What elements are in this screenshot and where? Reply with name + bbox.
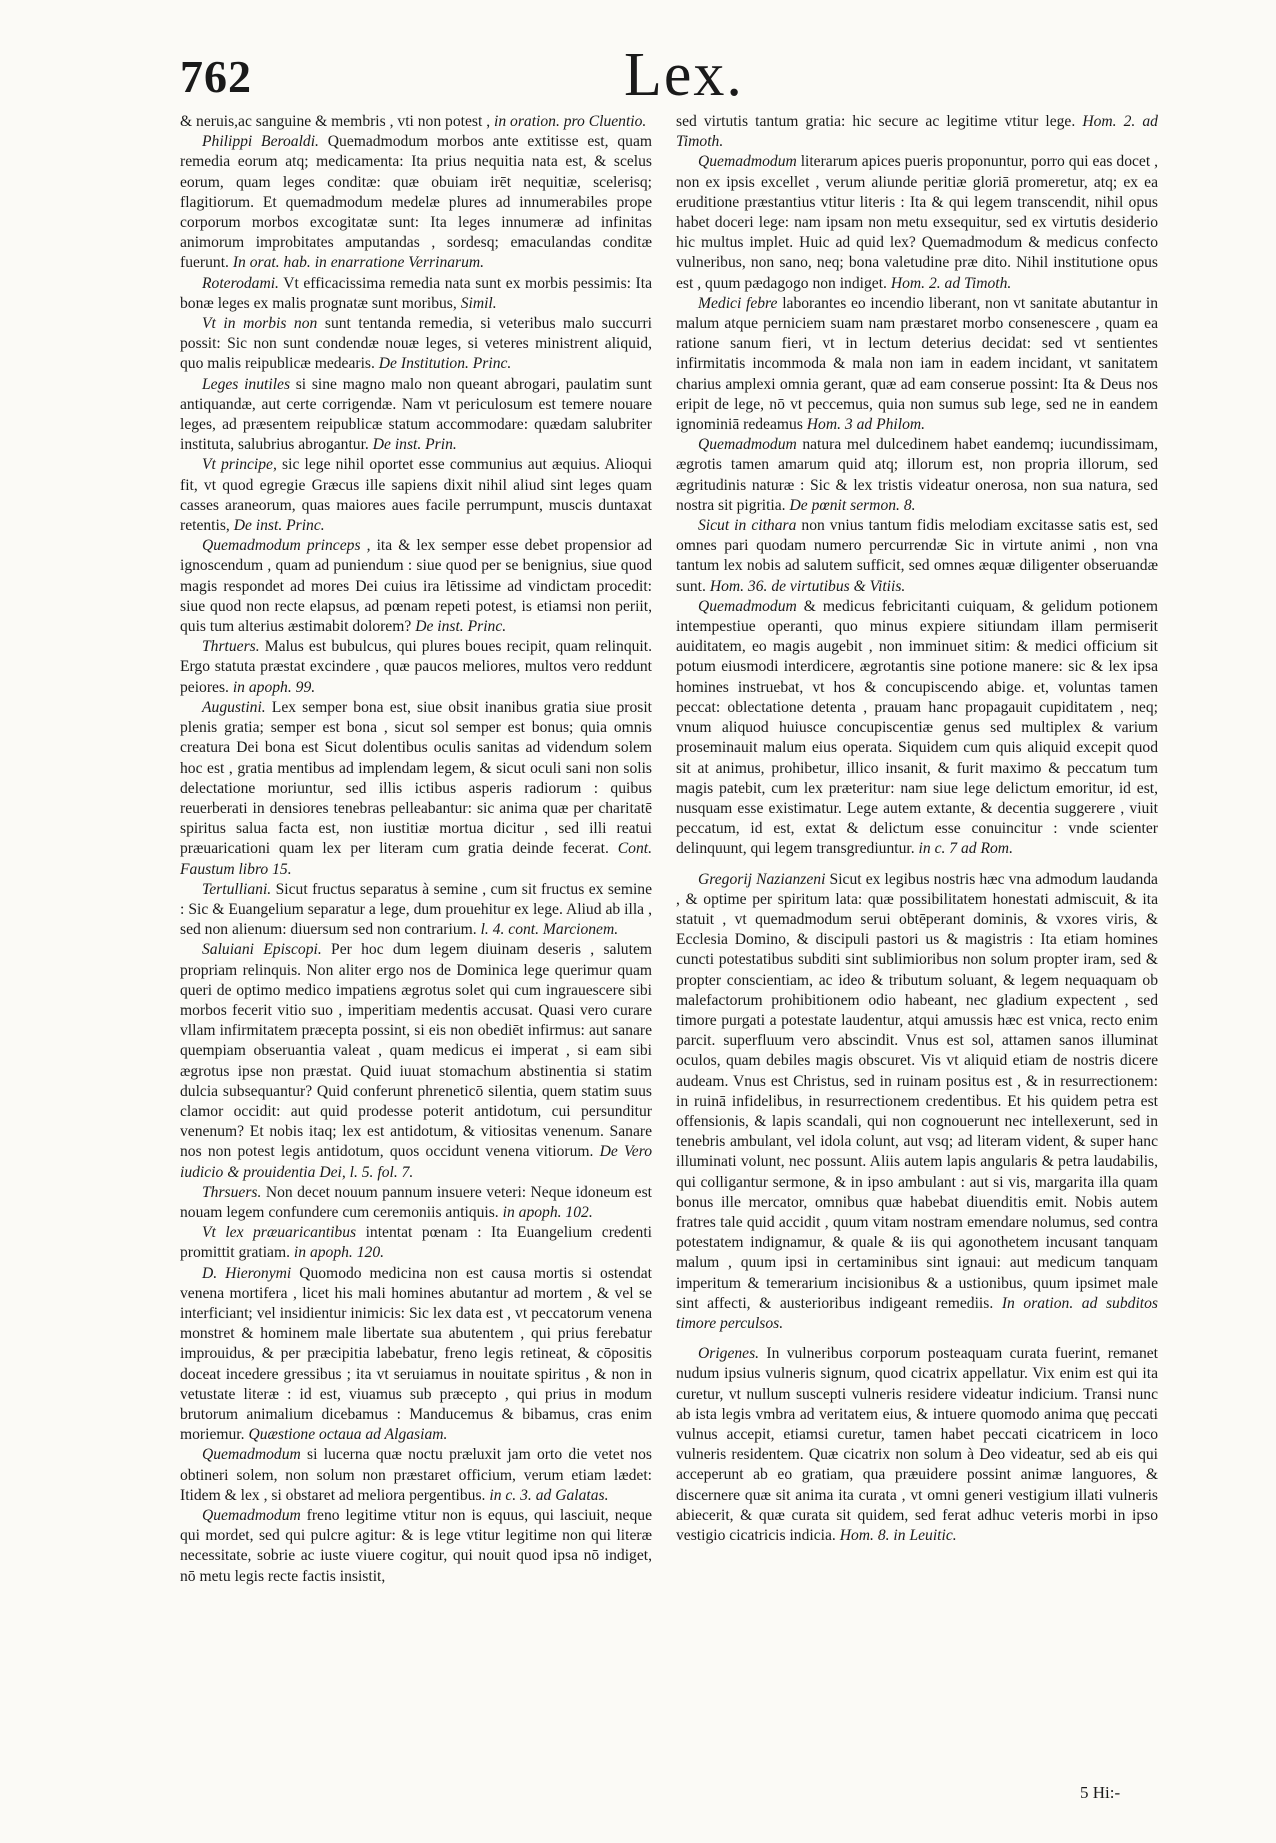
entry xyxy=(180,1264,652,1446)
entry-text: Per hoc dum legem diuinam deseris , salutem propriam relinquis. Non aliter ergo nos de Dominica lege querimur quam queri de optimo medico impatiens ægrotus solet qui cum ingrauescere sibi morbos fecerit vitio suo , imperitiam medentis accusat. Quasi vero curare vllam infirmitatem præcepta possint, si eis non obediēt infirmus: aut sanare quempiam obseruantia valeat , quam medicus ei imperat , si eam sibi ægrotus ipse non præstat. Quid iuuat stomachum abstinentia si statim dulcia subsequantur? Quid conferunt phreneticō silentia, quem statim suus clamor occidit: aut quid prodesse poterit antidotum, cui persunditur venenum? Et nobis itaq; lex est antidotum, & vitiositas venenum. Sanare nos non potest legis antidotum, quos occidunt venena vitiorum. xyxy=(180,941,652,1161)
entry-label: Quemadmodum xyxy=(698,597,797,615)
entry-label: Quemadmodum xyxy=(698,436,797,454)
entry xyxy=(676,152,1158,293)
entry xyxy=(180,274,652,314)
entry-text: Sicut ex legibus nostris hæc vna admodum laudanda , & optime per spiritum lata: quæ possibilitatem honestati admiscuit, & ita statuit , vt quemadmodum serui obtēperant dominis, & vxores viris, & Ecclesia Domino, & discipuli pastori us & magistris : Ita etiam homines cuncti potestatibus subditi sint sublimioribus non solum propter iram, sed & propter conscientiam, ac ideo & tributum soluant, & legem nequaquam ob malefactorum prohibitionem odio habeant, nec gladium expectent , sed timore purgati a potestate laudentur, atqui amussis hæc est vnica, recto enim parcit. superfluum vero abscindit. Vnus est sol, attamen sanos illuminat oculos, quam debiles magis obscuret. Vis vt aliquid etiam de nostris dicere audeam. Vnus est Christus, sed in ruinam positus est , & in resurrectionem: in ruinā infidelibus, in resurrectionem credentibus. Et his quidem petra est offensionis, & lapis scandali, qui non cognouerunt nec intellexerunt, sed in tenebris ambulant, vel idola colunt, aut vsq; ad literam vident, & super hanc illuminati volunt, nec possunt. Aliis autem lapis angularis & petra laudabilis, qui colligantur sermone, & in ipso ambulant : aut si vis, margarita illa quam bonus ille mercator, omnibus quæ habebat diuenditis emit. Nobis autem fratres tale quid accidit , quum vitam nostram emendare nolumus, sed contra potestatem indignamur, & quale & iis qui agonothetem incusant tanquam malum , quum ipsi in certaminibus sint ignaui: aut medicum tanquam imperitum & temerarium incisionibus & a ustionibus, quum ipsimet male sint affecti, & austerioribus indigeant remediis. xyxy=(676,870,1158,1312)
entry-text: & neruis,ac sanguine & membris , vti non potest , xyxy=(180,113,491,130)
entry-text: ita & lex semper esse debet propensior ad ignoscendum , quam ad puniendum : siue quod per se benignius, siue quod magis respondet ad mores Dei cuius ira lētissime ad vindictam procedit: siue quod non recte elapsus, ad pœnam repeti potest, is etiamsi non periit, quis tum alterius æstimabit dolorem? xyxy=(180,537,652,636)
entry-text: Malus est bubulcus, qui plures boues recipit, quam relinquit. Ergo statuta præstat excindere , quæ paucos meliores, multos vero reddunt peiores. xyxy=(180,638,652,696)
entry-source: In orat. hab. in enarratione Verrinarum. xyxy=(232,254,485,272)
running-head: Lex. xyxy=(624,41,744,109)
entry-label: Quemadmodum princeps , xyxy=(202,537,371,555)
entry xyxy=(180,1223,652,1263)
entry-text: freno legitime vtitur non is equus, qui lasciuit, neque qui mordet, sed qui pulcre agitur: & is lege vtitur legitime non qui literæ necessitate, sobrie ac iuste viuere cogitur, qui nouit quod ipsa nō indiget, nō metu legis recte factis insistit, xyxy=(180,1507,652,1585)
entry-text: laborantes eo incendio liberant, non vt sanitate abutantur in malum atque perniciem suam nam præstaret morbo consenescere , quam ea ratione sanum fieri, vt in lectum deterius decidat: sed vt sentientes infirmitatis incommoda & mala non iam in eadem incidant, vt sanitatem charius amplexi omnia gerant, quæ ad eam conserue possint: Ita & Deus nos eripit de lege, nō vt peccemus, quia non sumus sub lege, sed ne in eandem ignominiā redeamus xyxy=(676,294,1159,434)
entry-source: Cont. Faustum libro 15. xyxy=(180,840,652,878)
entry-text: si sine magno malo non queant abrogari, paulatim sunt antiquandæ, aut certe corrigendæ. Nam vt periculosum est temere nouare leges, ad præsentem reipublicæ statum accommodare: quædam salubriter instituta, salubrius abrogantur. xyxy=(180,375,652,454)
entry-label: Vt principe, xyxy=(202,456,277,474)
entry-text: si lucerna quæ noctu præluxit jam orto die vetet nos obtineri solem, non solum non præstaret officium, verum etiam lædet: Itidem & lex , si obstaret ad meliora pergentibus. xyxy=(180,1446,652,1504)
entry xyxy=(180,637,652,698)
entry-label: Origenes. xyxy=(698,1345,760,1363)
entry-text: sed virtutis tantum gratia: hic secure ac legitime vtitur lege. xyxy=(676,113,1076,130)
entry-label: Quemadmodum xyxy=(202,1507,301,1525)
entry xyxy=(180,455,652,536)
entry-text: natura mel dulcedinem habet eandemq; iucundissimam, ægrotis tamen amarum quid atq; illorum est, non propria illorum, sed ægritudinis naturæ : Sic & lex tristis videatur onerosa, non sua natura, sed nostra sit pigritia. xyxy=(676,436,1158,514)
entry-text: Vt efficacissima remedia nata sunt ex morbis pessimis: Ita bonæ leges ex malis prognatæ sunt moribus, xyxy=(180,274,652,312)
entry-label: Vt in morbis non xyxy=(202,315,318,333)
entry-label: Vt lex præuaricantibus xyxy=(202,1224,357,1242)
entry-source: in apoph. 102. xyxy=(502,1203,593,1221)
entry-label: Augustini. xyxy=(202,698,266,716)
entry-text: In vulneribus corporum posteaquam curata fuerint, remanet nudum ipsius vulneris signum, quod cicatrix appellatur. Vix enim est qui ita curetur, vt nullum suscepti vulneris residere videatur indicium. Transi nunc ab ista legis vmbra ad veritatem eius, & intuere quomodo anima quę peccati vulnus accepit, etiamsi curetur, tamen habet peccati cicatricem in loco vulneris residentem. Quæ cicatrix non solum à Deo videatur, sed ab eis qui acceperunt ab eo gratiam, qua præuidere possint animæ languores, & discernere quæ sit anima ita curata , vt omni generi vestigium illati vulneris abiecerit, & quæ curata sit quidem, sed ferat adhuc veteris morbi in ipso vestigio cicatricis indicia. xyxy=(676,1345,1158,1545)
entry-source: in c. 7 ad Rom. xyxy=(918,840,1013,858)
entry xyxy=(180,536,652,637)
entry-text: Lex semper bona est, siue obsit inanibus gratia siue prosit plenis gratia; semper est bona , sicut sol semper est bonus; quia omnis creatura Dei bona est Sicut dolentibus oculis sanitas ad videndum solem hoc est , gratia mentibus ad implendam legem, & sicut oculi sani non solis delectatione moriuntur, sed illis ictibus asperis radiorum : quibus reuerberati in densiores tenebras pelleabantur: sic anima quæ per charitatē spiritus salua facta est, non iustitiæ mortua dicitur , sed illi reatui præuaricationi quam lex per literam cum gratia deinde fecerat. xyxy=(180,698,652,858)
entry-source: De Vero iudicio & prouidentia Dei, l. 5. fol. 7. xyxy=(180,1143,652,1181)
entry xyxy=(180,1506,652,1587)
entry xyxy=(180,880,652,941)
catchword: 5 Hi:- xyxy=(1080,1783,1121,1802)
entry xyxy=(180,132,652,273)
entry xyxy=(180,112,652,132)
entry-source: De pœnit sermon. 8. xyxy=(789,496,916,514)
entry xyxy=(180,698,652,880)
entry-source: De inst. Princ. xyxy=(233,517,325,535)
entry xyxy=(180,1183,652,1223)
entry-source: in oration. pro Cluentio. xyxy=(494,113,647,130)
right-column xyxy=(676,112,1158,1546)
entry-source: Hom. 36. de virtutibus & Vitiis. xyxy=(709,577,906,595)
entry-text: Quemadmodum morbos ante extitisse est, quam remedia eorum atq; medicamenta: Ita prius nequitia nata est, & scelus eorum, quam leges conditæ: quæ obuiam irēt nequitiæ, scelerisq; flagitiorum. Et quemadmodum medelæ plures ad innumerabiles prope corporum morbos excogitatæ sunt: Ita leges innumeræ ad infinitas animorum improbitates amputandas , sordesq; emaculandas conditæ fuerunt. xyxy=(180,133,652,272)
entry-source: l. 4. cont. Marcionem. xyxy=(480,921,619,939)
entry xyxy=(676,435,1158,516)
entry-source: De inst. Prin. xyxy=(372,436,457,454)
entry-source: Hom. 2. ad Timoth. xyxy=(676,113,1158,151)
entry-text: Quomodo medicina non est causa mortis si ostendat venena mortifera , licet his mali homines abutantur ad mortem , & vel se interficiant; vel insidientur inimicis: Sic lex data est , vt peccatorum venena monstret & hominem male libertate sua abutentem , qui prius ferebatur improuidus, & per præcipitia labebatur, freno legis retineat, & cōpositis doceat incedere gressibus ; ita vt seruiamus in nouitate spiritus , & non in vetustate literæ : id est, viuamus sub præcepto , qui prius in modum brutorum animalium dicebamus : Manducemus & bibamus, cras enim moriemur. xyxy=(180,1264,652,1444)
entry xyxy=(676,516,1158,597)
entry-text: intentat pœnam : Ita Euangelium credenti promittit gratiam. xyxy=(180,1224,652,1262)
entry-label: Quemadmodum xyxy=(698,153,797,171)
page-number: 762 xyxy=(180,51,252,102)
entry-label: D. Hieronymi xyxy=(202,1264,292,1282)
entry-label: Sicut in cithara xyxy=(698,517,797,535)
entry-text: sunt tentanda remedia, si veteribus malo succurri possit: Sic non sunt condendæ nouæ leges, si veteres ministrent aliquid, quo malis reipublicæ medearis. xyxy=(180,315,652,373)
entry-text: literarum apices pueris proponuntur, porro qui eas docet , non ex ipsis excellet , verum aliunde peritiæ gloriā promeretur, atq; ex ea eruditione præstantius vtitur literis : Ita & qui legem transcendit, nihil opus habet doceri lege: nam ipsam non metu exsequitur, sed ex virtutis desiderio hic multus implet. Huic ad quid lex? Quemadmodum & medicus confecto vulneribus, non sano, neq; bona valetudine præ dito. Nihil institutione opus est , quum pædagogo non indiget. xyxy=(676,153,1158,292)
entry xyxy=(180,375,652,456)
entry-source: In oration. ad subditos timore perculsos. xyxy=(676,1294,1158,1332)
entry xyxy=(676,870,1158,1335)
entry-text: & medicus febricitanti cuiquam, & gelidum potionem intempestiue operanti, quo minus expiere sitiundam illam permiserit auiditatem, eo magis augebit , non imminuet sitim: & medici officium sit potum eiusmodi interdicere, ægrotantis sine potione manere: sic & lex ipsa homines instruebat, vt hos & concupiscendo abige. et, voluntas tamen peccat: oblectatione detenta , prauam hanc propagauit cupiditatem , neq; vnum aliquod huiusce concupiscentiæ genus sed multiplex & varium proseminauit malum eius operata. Siquidem cum quis aliquid excepit quod sit at animus, prohibetur, illico insanit, & furit maximo & peccatum tum magis patebit, cum lex præteritur: nam siue lege delictum emoritur, id est, nusquam esse existimatur. Lege autem extante, & decentia suggerere , viuit peccatum, id est, extat & delictum esse conuincitur : vnde scienter delinquunt, qui legem transgrediuntur. xyxy=(676,597,1159,858)
entry-label: Tertulliani. xyxy=(202,880,272,898)
entry-text: Sicut fructus separatus à semine , cum sit fructus ex semine : Sic & Euangelium separatur a lege, dum prouehitur ex lege. Aliud ab illa , sed non alienum: diuersum sed non contrarium. xyxy=(180,880,653,939)
entry-label: Saluiani Episcopi. xyxy=(202,941,322,959)
entry-label: Leges inutiles xyxy=(202,375,291,393)
entry-text: Non decet nouum pannum insuere veteri: Neque idoneum est nouam legem confundere cum ceremoniis antiquis. xyxy=(180,1183,652,1221)
entry xyxy=(180,940,652,1182)
entry xyxy=(676,294,1158,435)
entry-label: Thrsuers. xyxy=(202,1183,262,1201)
entry-source: De inst. Princ. xyxy=(415,618,507,636)
entry-label: Quemadmodum xyxy=(202,1446,301,1464)
entry xyxy=(676,597,1158,860)
entry-source: Simil. xyxy=(460,294,497,312)
entry xyxy=(676,112,1158,152)
entry-label: Philippi Beroaldi. xyxy=(202,133,319,151)
entry-text: non vnius tantum fidis melodiam excitasse satis est, sed omnes pari quodam numero percurrendæ Sic in virtute animi , non vna tantum lex nobis ad salutem sufficit, sed omnes æquæ diligenter obseruandæ sunt. xyxy=(676,517,1159,595)
entry-source: De Institution. Princ. xyxy=(378,355,512,373)
entry-source: Hom. 3 ad Philom. xyxy=(806,416,926,434)
entry xyxy=(180,314,652,375)
left-column xyxy=(180,112,652,1587)
entry-source: in apoph. 120. xyxy=(293,1244,385,1262)
entry-source: in c. 3. ad Galatas. xyxy=(489,1486,609,1504)
entry-label: Medici febre xyxy=(698,294,778,312)
entry-label: Roterodami. xyxy=(202,274,279,292)
entry-source: Hom. 8. in Leuitic. xyxy=(839,1527,957,1545)
entry-label: Gregorij Nazianzeni xyxy=(698,870,826,888)
entry-source: in apoph. 99. xyxy=(232,678,316,696)
entry-text: sic lege nihil oportet esse communius aut æquius. Alioqui fit, vt quod egregie Græcus ille sapiens dixit nihil aliud sint leges quam casses araneorum, quas maiores aues facile perrumpunt, muscis duntaxat retentis, xyxy=(180,456,653,535)
entry xyxy=(676,1344,1158,1546)
entry-label: Thrtuers. xyxy=(202,638,260,656)
entry xyxy=(180,1445,652,1506)
entry-source: Quæstione octaua ad Algasiam. xyxy=(248,1426,448,1444)
entry-source: Hom. 2. ad Timoth. xyxy=(890,274,1012,292)
